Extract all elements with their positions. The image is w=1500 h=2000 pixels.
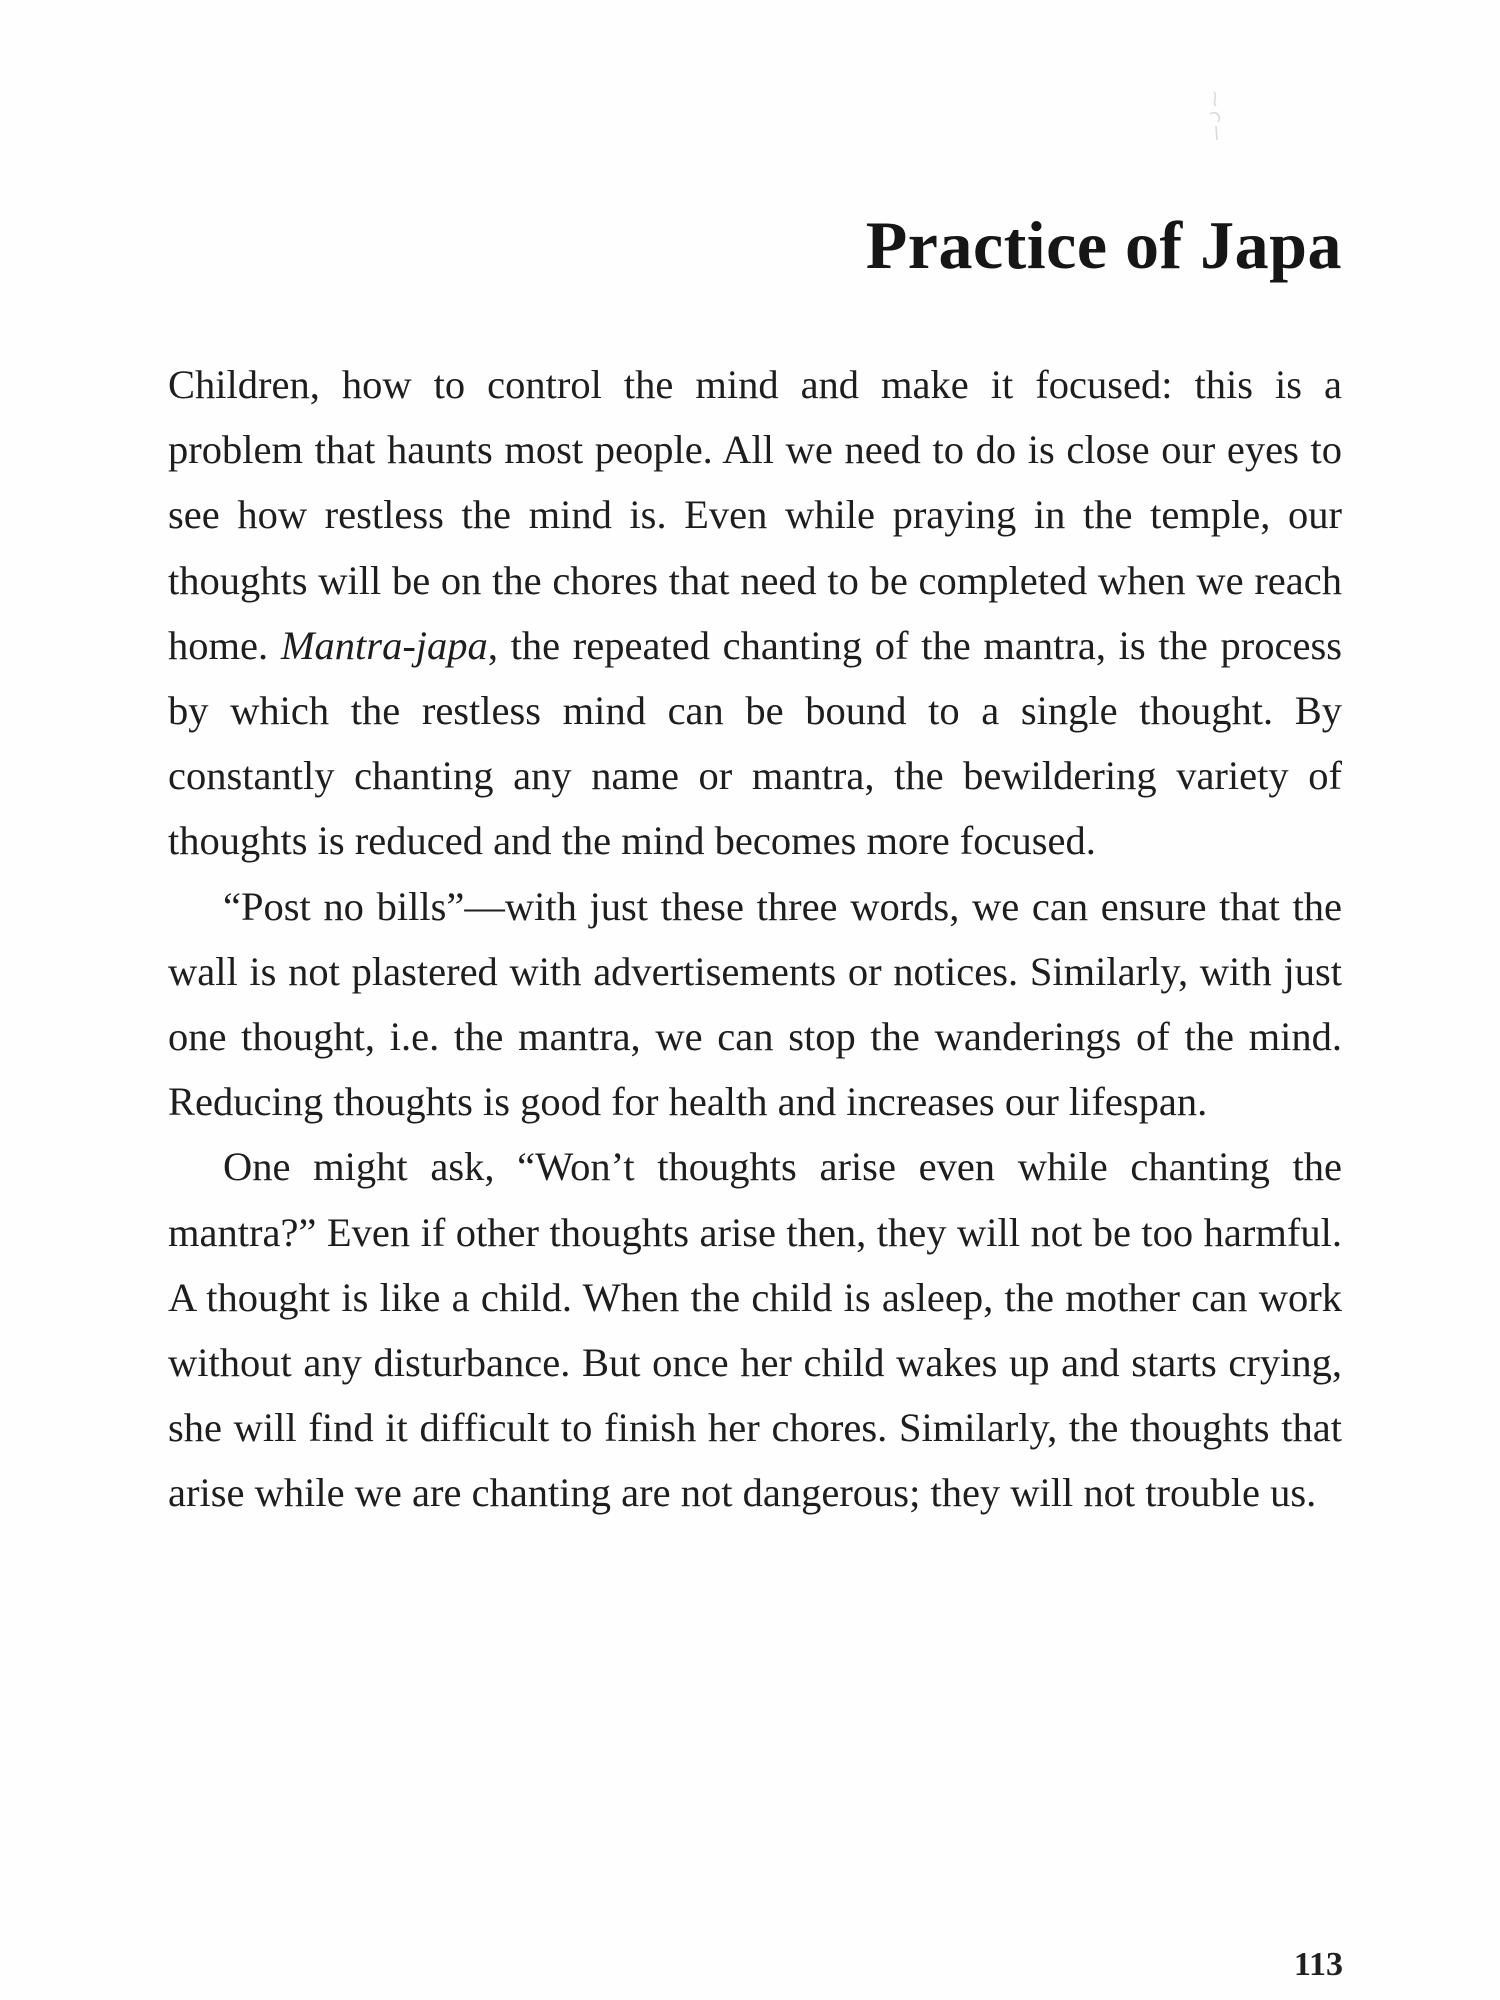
paragraph-3: One might ask, “Won’t thoughts arise even while chanting the mantra?” Even if other thoughts arise then, they will not be too harmful. A thought is like a child. When the child is asleep, the mother can work without any disturbance. But once her child wakes up and starts crying, she will find it difficult to finish her chores. Similarly, the thoughts that arise while we are chanting are not dangerous; they will not trouble us.	[168, 1144, 1342, 1516]
chapter-title: Practice of Japa	[865, 207, 1342, 283]
paragraph-1-text-before: Children, how to control the mind and make it focused: this is a problem that haunts most people. All we need to do is close our eyes to see how restless the mind is. Even while praying in the temple, our thoughts will be on the chores that need to be completed when we reach home.	[168, 362, 1342, 668]
paragraph-2: “Post no bills”—with just these three words, we can ensure that the wall is not plastered with advertisements or notices. Similarly, with just one thought, i.e. the mantra, we can stop the wanderings of the mind. Reducing thoughts is good for health and increases our lifespan.	[168, 883, 1342, 1125]
page-number: 113	[1293, 1946, 1343, 1983]
paragraph-1-italic-term: Mantra-japa	[280, 622, 488, 668]
faint-corner-mark	[1206, 88, 1228, 142]
paragraph-1	[168, 352, 1342, 874]
paragraph-1-text-after: , the repeated chanting of the mantra, is the process by which the restless mind can be bound to a single thought. By constantly chanting any name or mantra, the bewildering variety of thoughts is reduced and the mind becomes more focused.	[168, 622, 1343, 864]
body-text	[168, 352, 1342, 1526]
